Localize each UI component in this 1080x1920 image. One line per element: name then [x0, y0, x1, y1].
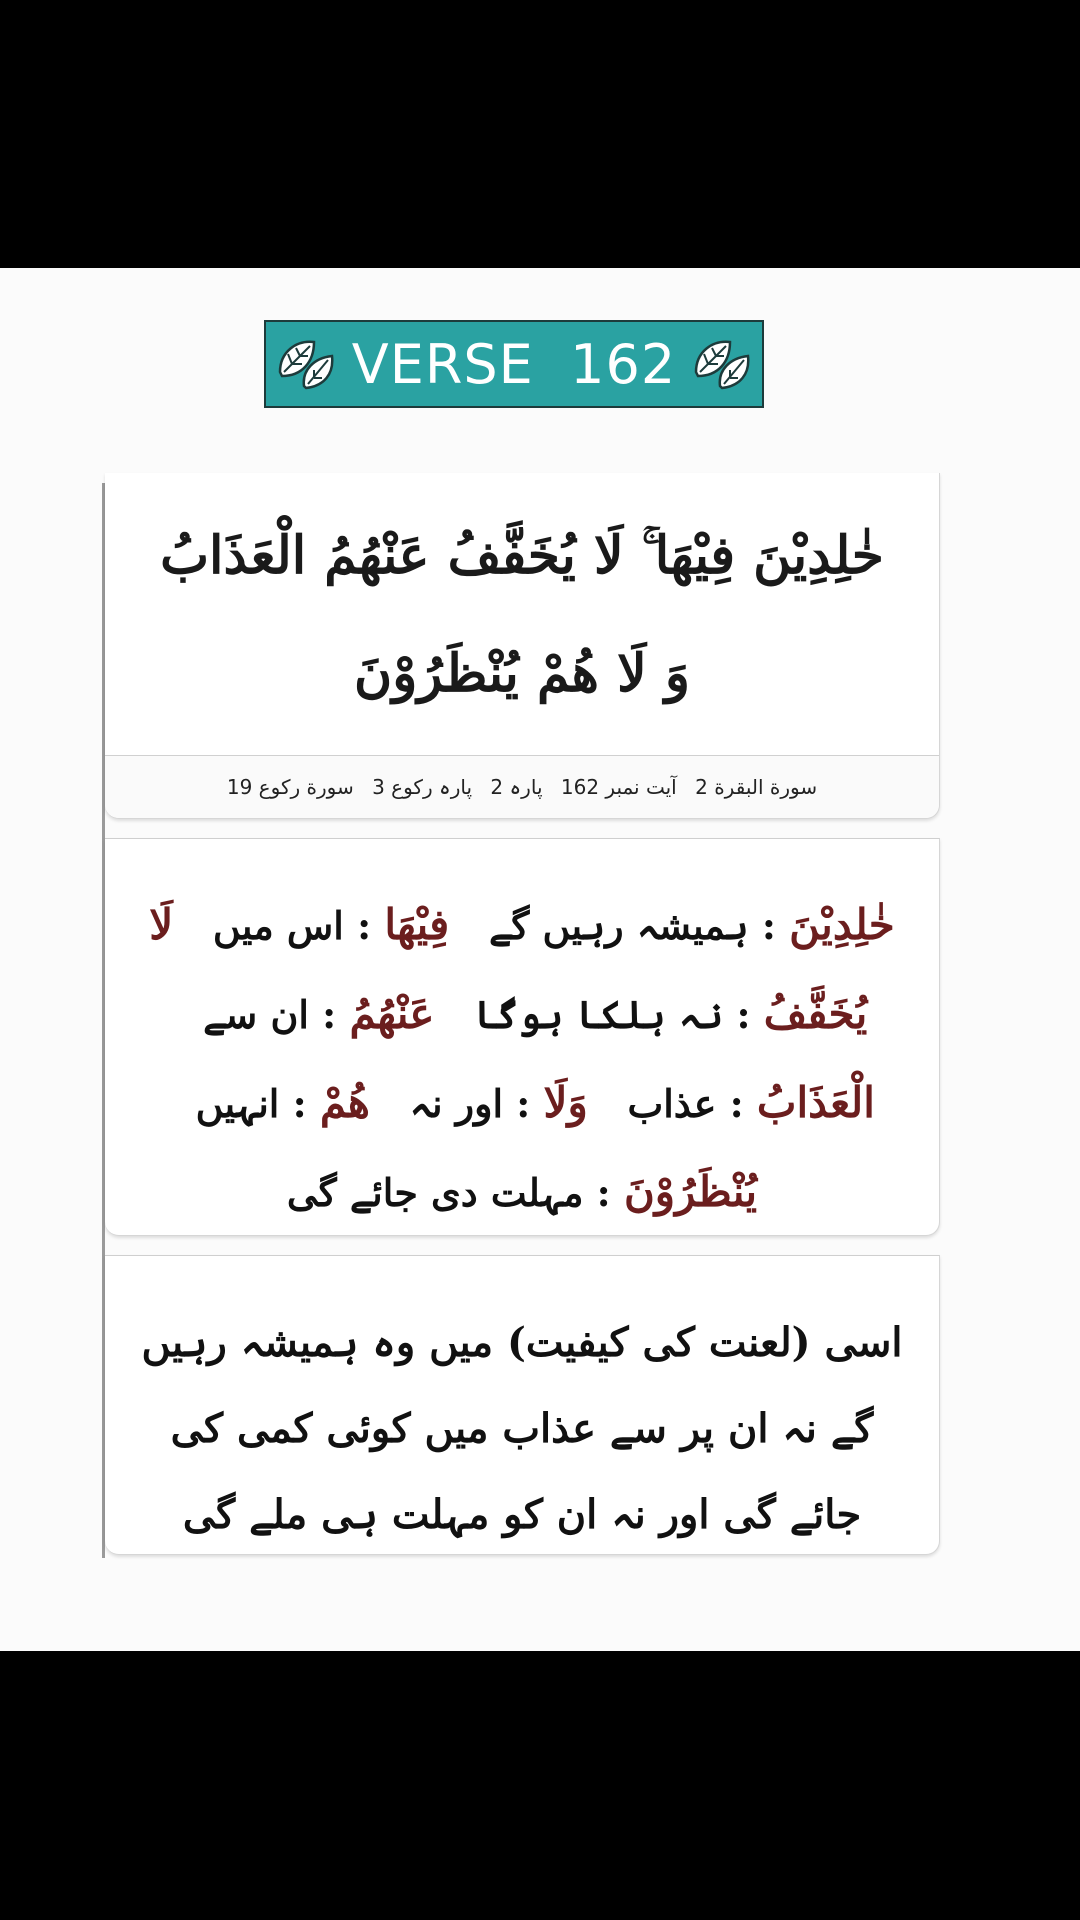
- word-item: [212, 900, 450, 949]
- word-item: [195, 1078, 370, 1127]
- word-item: [203, 989, 435, 1038]
- surah-ruku: سورة رکوع 19: [226, 775, 354, 799]
- verse-card: [105, 473, 940, 819]
- verse-number-label: VERSE 162: [351, 332, 677, 396]
- word-meaning: : اور نہ: [409, 1081, 531, 1126]
- word-meaning: : عذاب: [627, 1081, 744, 1126]
- word-arabic: فِيْهَا: [384, 900, 450, 949]
- word-meaning: : اس میں: [212, 903, 372, 948]
- word-arabic: خٰلِدِيْنَ: [789, 900, 895, 949]
- word-arabic: وَلَا: [543, 1078, 588, 1127]
- word-arabic: الْعَذَابُ: [756, 1078, 875, 1127]
- word-meaning: : نہ ہلکا ہوگا: [474, 992, 751, 1037]
- word-by-word-list: [105, 839, 939, 1237]
- urdu-translation: اسی (لعنت کی کیفیت) میں وہ ہمیشہ رہیں گے نہ ان پر سے عذاب میں کوئی کمی کی جائے گی اور نہ ان کو مہلت ہی ملے گی: [141, 1319, 903, 1538]
- translation-card: [105, 1255, 940, 1555]
- para-reference: پارہ 2: [490, 775, 543, 799]
- word-meaning: : ہمیشہ رہیں گے: [488, 903, 776, 948]
- word-arabic: هُمْ: [319, 1078, 370, 1127]
- word-item: [627, 1078, 875, 1127]
- para-ruku: پارہ رکوع 3: [372, 775, 473, 799]
- surah-reference: سورة البقرة 2: [695, 775, 818, 799]
- verse-arabic-text: خٰلِدِيْنَ فِيْهَا ۚ لَا يُخَفَّفُ عَنْهُمُ الْعَذَابُ وَ لَا هُمْ يُنْظَرُوْنَ: [160, 525, 884, 704]
- word-arabic: يُنْظَرُوْنَ: [623, 1167, 758, 1216]
- word-item: [488, 900, 895, 949]
- word-meaning: : مہلت دی جائے گی: [286, 1170, 611, 1215]
- word-arabic: عَنْهُمُ: [349, 989, 435, 1038]
- word-item: [286, 1167, 758, 1216]
- word-item: [409, 1078, 588, 1127]
- ayat-number: آیت نمبر 162: [560, 775, 677, 799]
- content-panel: [0, 268, 1080, 1651]
- verse-badge: [264, 320, 764, 408]
- leaf-icon: [690, 332, 754, 396]
- reference-strip: [105, 755, 939, 818]
- leaf-icon: [274, 332, 338, 396]
- word-arabic: لَا يُخَفَّفُ: [149, 900, 868, 1038]
- word-by-word-card: [105, 838, 940, 1236]
- word-meaning: : انہیں: [195, 1081, 307, 1126]
- word-meaning: : ان سے: [203, 992, 337, 1037]
